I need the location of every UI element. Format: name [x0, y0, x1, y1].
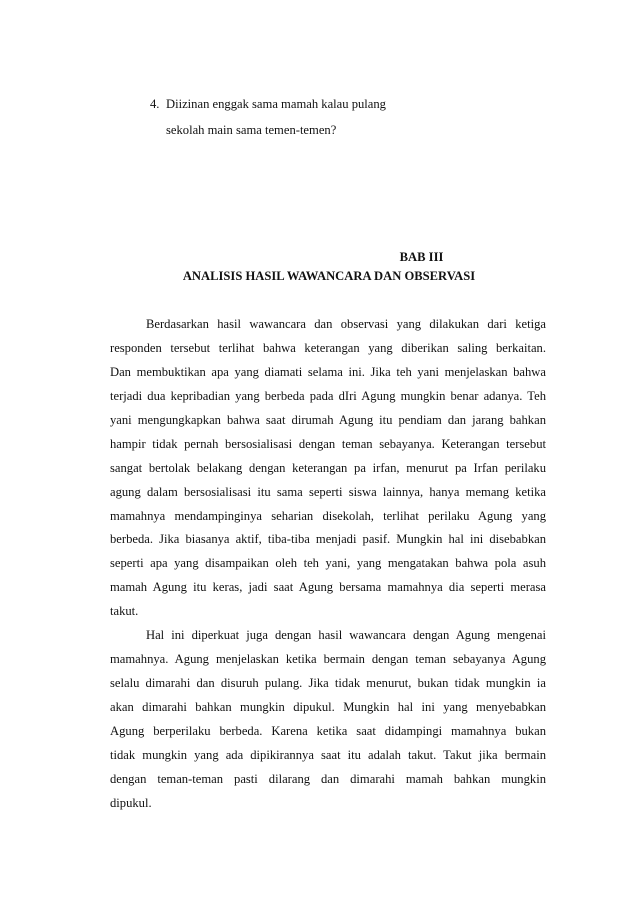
- paragraph: [110, 313, 546, 624]
- paragraph-line: dengan teman-teman pasti dilarang dan dimarahi mamah bahkan mungkin: [110, 771, 546, 786]
- list-item-number: 4.: [150, 97, 160, 111]
- chapter-number: BAB III: [399, 250, 444, 264]
- paragraph-line: berbeda. Jika biasanya aktif, tiba-tiba menjadi pasif. Mungkin hal ini disebabkan: [110, 532, 546, 547]
- list-item-line: Diizinan enggak sama mamah kalau pulang: [166, 97, 386, 111]
- paragraph-line: dipukul.: [110, 795, 152, 810]
- paragraph-line: hampir tidak pernah bersosialisasi dengan teman sebayanya. Keterangan tersebut: [110, 436, 546, 451]
- paragraph-line: akan dimarahi bahkan mungkin dipukul. Mungkin hal ini yang menyebabkan: [110, 700, 546, 714]
- paragraph-line: Hal ini diperkuat juga dengan hasil wawancara dengan Agung mengenai: [146, 628, 546, 643]
- body-text: [110, 313, 546, 816]
- paragraph-line: sangat bertolak belakang dengan keterangan pa irfan, menurut pa Irfan perilaku: [110, 460, 546, 475]
- list-item-line: sekolah main sama temen-temen?: [166, 123, 337, 137]
- paragraph-line: seperti apa yang disampaikan oleh teh yani, yang mengatakan bahwa pola asuh: [110, 556, 546, 571]
- paragraph-line: Berdasarkan hasil wawancara dan observasi yang dilakukan dari ketiga: [146, 317, 546, 331]
- list-item-text: [166, 91, 386, 143]
- paragraph-line: mamahnya mendampinginya seharian disekolah, terlihat perilaku Agung yang: [110, 508, 546, 523]
- paragraph: [110, 624, 546, 816]
- paragraph-line: responden tersebut terlihat bahwa keterangan yang diberikan saling berkaitan.: [110, 340, 546, 355]
- paragraph-line: tidak mungkin yang ada dipikirannya saat itu adalah takut. Takut jika bermain: [110, 747, 546, 762]
- paragraph-line: selalu dimarahi dan disuruh pulang. Jika tidak menurut, bukan tidak mungkin ia: [110, 676, 546, 691]
- paragraph-line: terjadi dua kepribadian yang berbeda pada dIri Agung mungkin benar adanya. Teh: [110, 388, 546, 403]
- chapter-title: ANALISIS HASIL WAWANCARA DAN OBSERVASI: [182, 269, 476, 283]
- paragraph-line: yani mengungkapkan bahwa saat dirumah Agung itu pendiam dan jarang bahkan: [110, 412, 546, 427]
- paragraph-line: Agung berperilaku berbeda. Karena ketika saat didampingi mamahnya bukan: [110, 723, 546, 738]
- paragraph-line: mamah Agung itu keras, jadi saat Agung bersama mamahnya dia seperti merasa: [110, 580, 546, 595]
- paragraph-line: mamahnya. Agung menjelaskan ketika bermain dengan teman sebayanya Agung: [110, 652, 546, 667]
- paragraph-line: takut.: [110, 604, 139, 619]
- paragraph-line: agung dalam bersosialisasi itu sama seperti siswa lainnya, hanya memang ketika: [110, 484, 546, 499]
- paragraph-line: Dan membuktikan apa yang diamati selama ini. Jika teh yani menjelaskan bahwa: [110, 364, 546, 379]
